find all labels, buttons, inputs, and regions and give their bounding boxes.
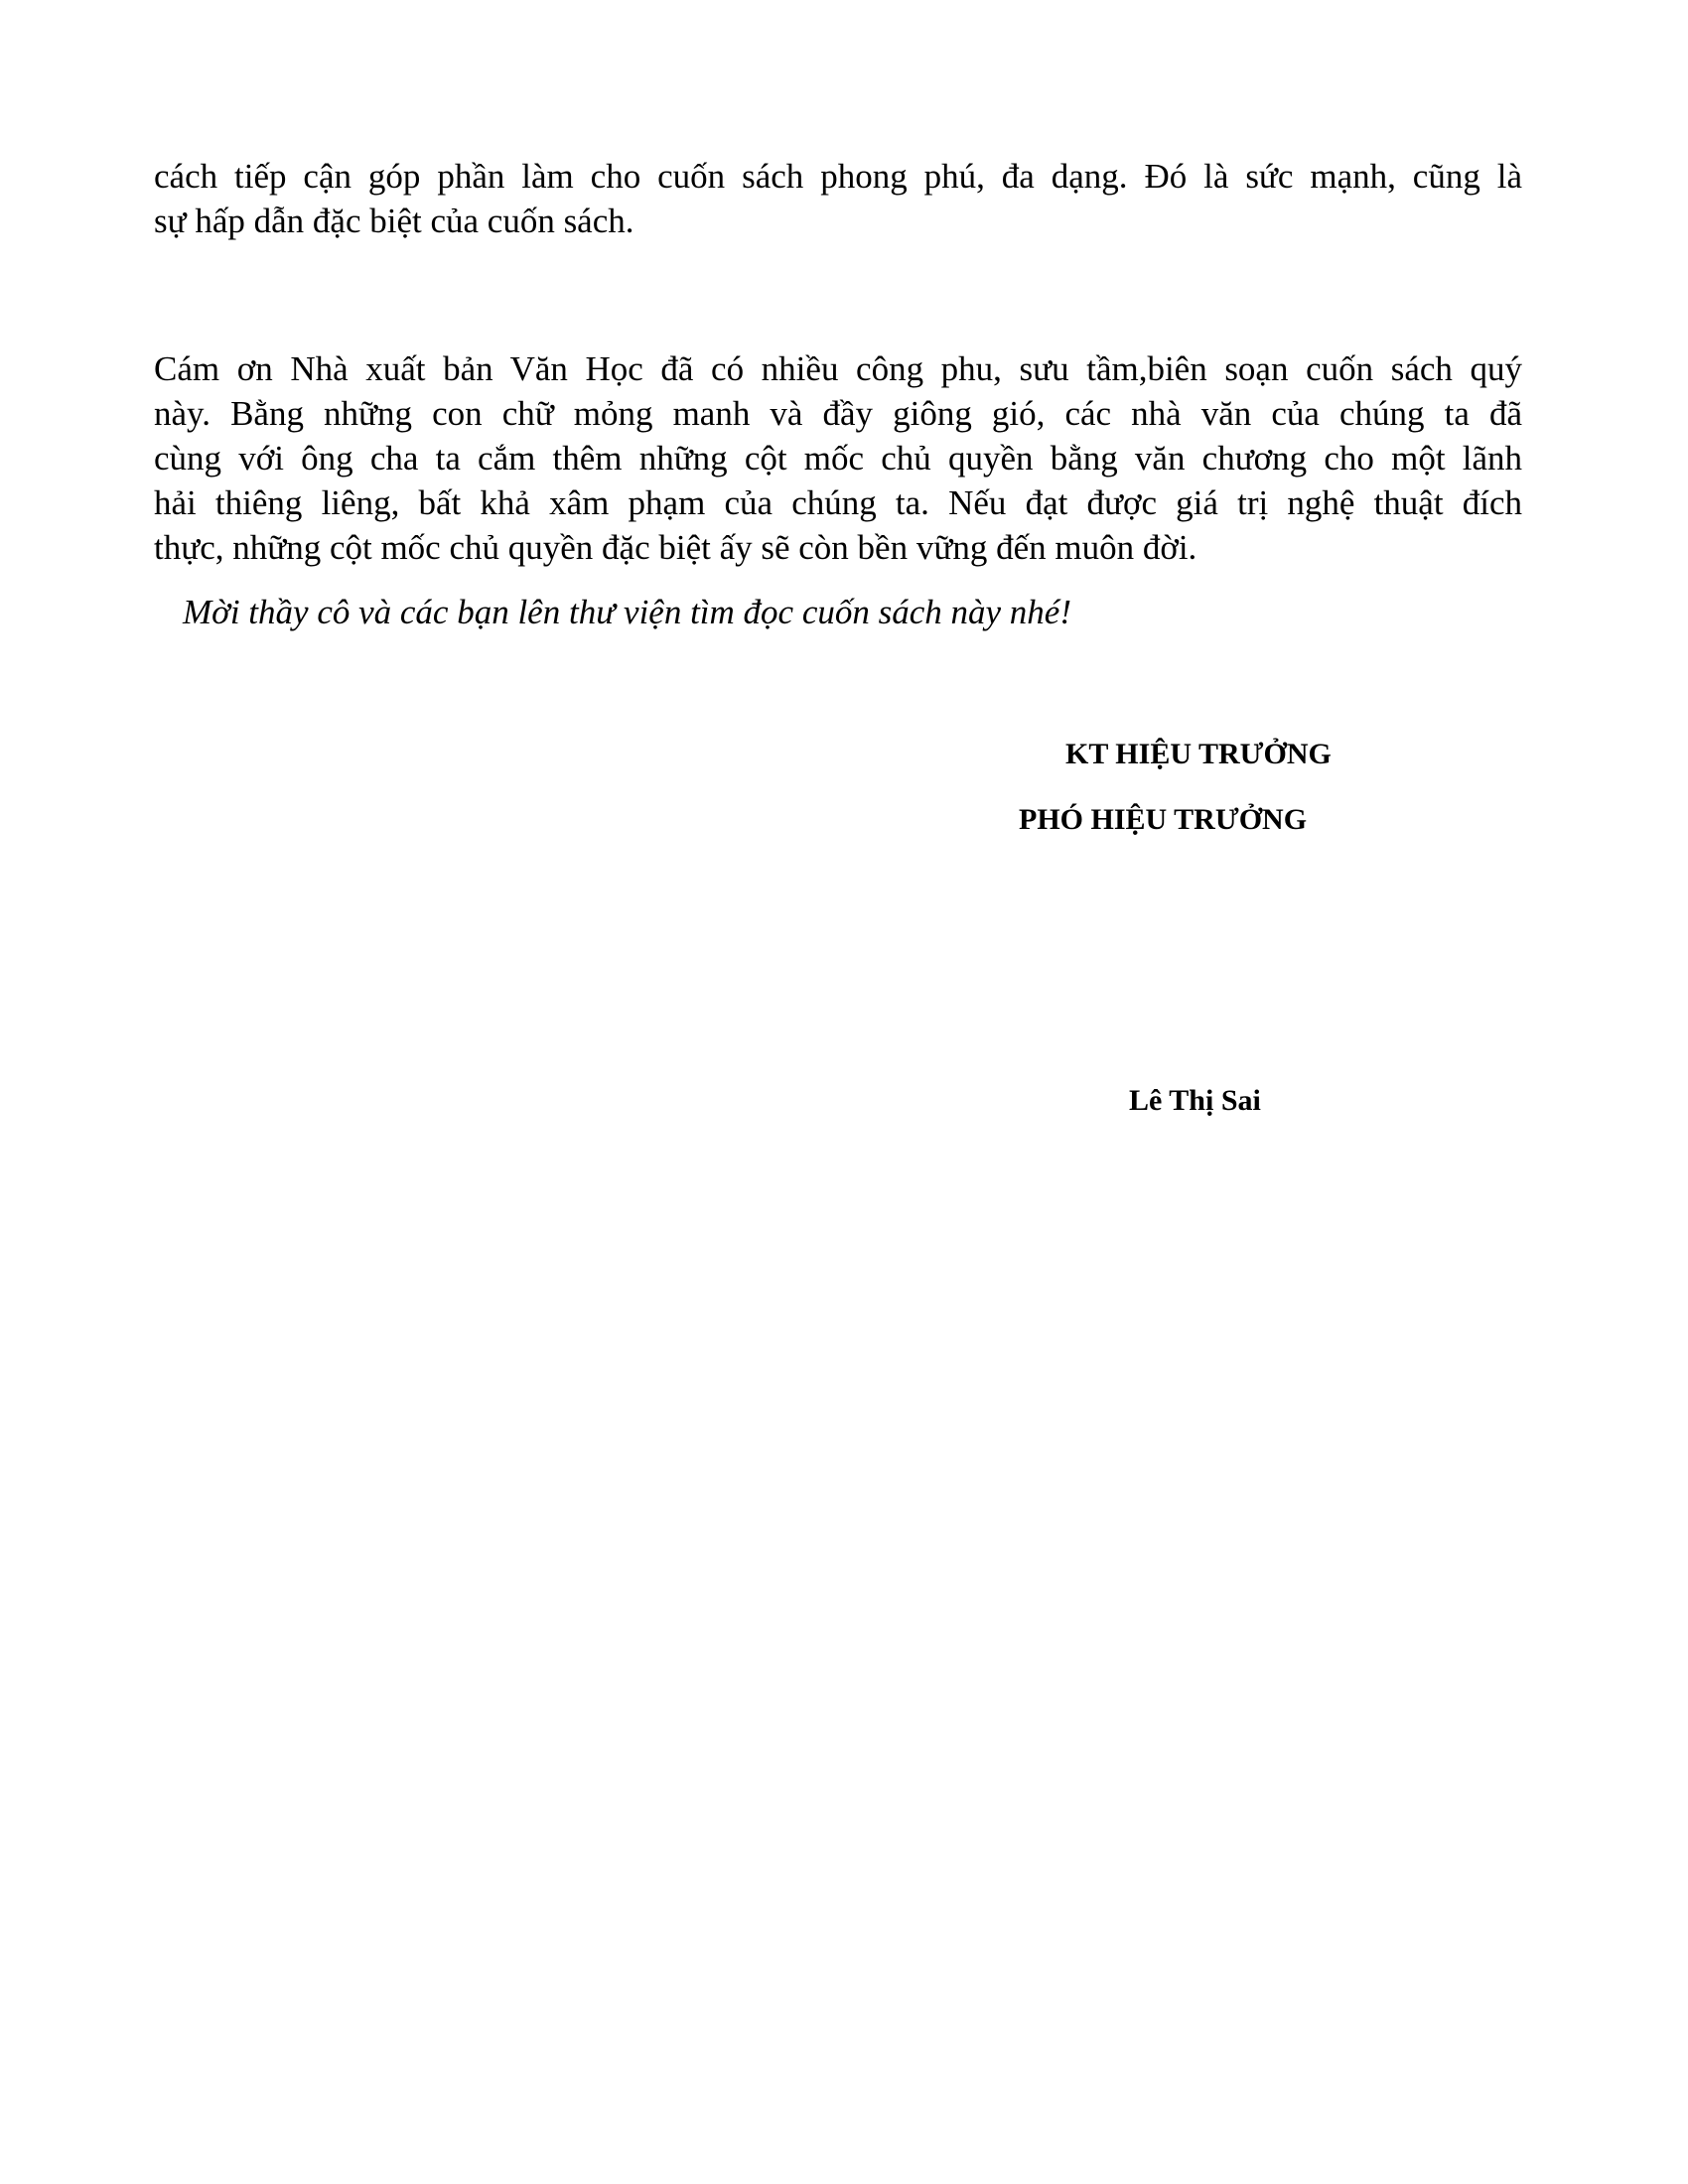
signatory-name: Lê Thị Sai [1129,1084,1261,1117]
paragraph-1-line: sự hấp dẫn đặc biệt của cuốn sách. [154,202,634,240]
invitation-text: Mời thầy cô và các bạn lên thư viện tìm đọc cuốn sách này nhé! [183,593,1071,631]
paragraph-2 [154,346,1522,570]
paragraph-2-line: thực, những cột mốc chủ quyền đặc biệt ấy sẽ còn bền vững đến muôn đời. [154,528,1197,567]
signature-title-line1: KT HIỆU TRƯỞNG [1065,738,1332,770]
paragraph-2-line: Cám ơn Nhà xuất bản Văn Học đã có nhiều công phu, sưu tầm,biên soạn cuốn sách quý [154,349,1522,388]
paragraph-1 [154,154,1522,243]
paragraph-2-line: này. Bằng những con chữ mỏng manh và đầy giông gió, các nhà văn của chúng ta đã [154,394,1522,433]
paragraph-1-line: cách tiếp cận góp phần làm cho cuốn sách phong phú, đa dạng. Đó là sức mạnh, cũng là [154,157,1522,196]
paragraph-2-line: hải thiêng liêng, bất khả xâm phạm của chúng ta. Nếu đạt được giá trị nghệ thuật đích [154,483,1522,522]
signature-title-line2: PHÓ HIỆU TRƯỞNG [1019,803,1308,836]
paragraph-2-line: cùng với ông cha ta cắm thêm những cột mốc chủ quyền bằng văn chương cho một lãnh [154,439,1522,478]
